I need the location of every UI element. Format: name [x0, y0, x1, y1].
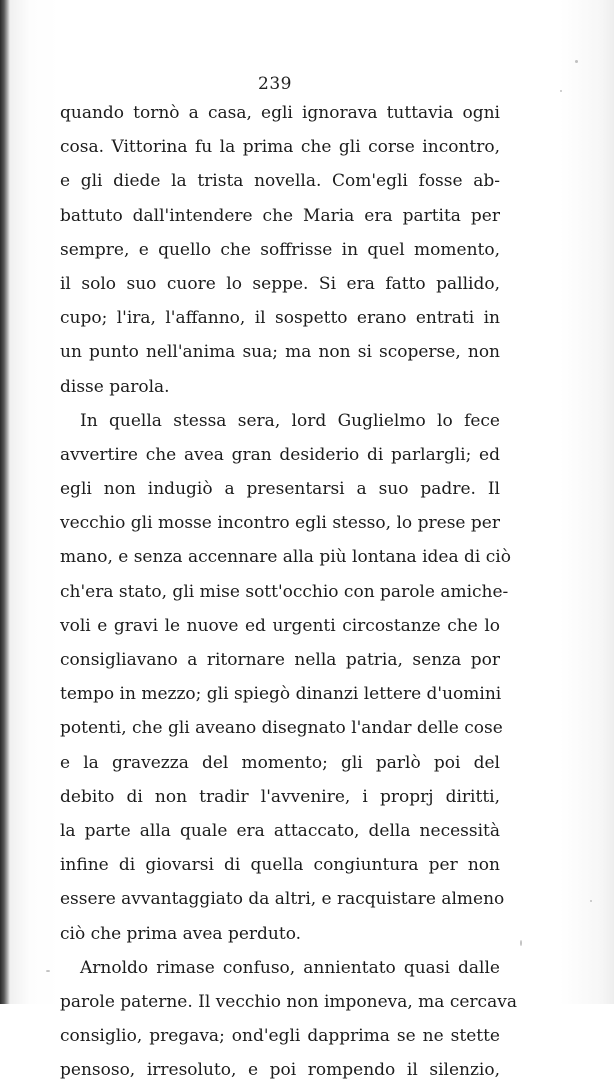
text-line: parole paterne. Il vecchio non imponeva, ma cercava [60, 991, 517, 1012]
text-line: sempre, e quello che soffrisse in quel momento, [60, 239, 500, 260]
text-line: pensoso, irresoluto, e poi rompendo il silenzio, [60, 1060, 500, 1081]
page-binding-edge [0, 0, 10, 1004]
page-number: 239 [258, 74, 292, 94]
text-line: infine di giovarsi di quella congiuntura per non [60, 855, 500, 876]
paper-speck [520, 940, 522, 946]
text-line: voli e gravi le nuove ed urgenti circostanze che lo [60, 615, 500, 636]
text-line: quando tornò a casa, egli ignorava tuttavia ogni [60, 103, 500, 123]
text-line: cupo; l'ira, l'affanno, il sospetto erano entrati in [60, 308, 500, 329]
text-line: ch'era stato, gli mise sott'occhio con parole amiche- [60, 581, 509, 602]
text-line: la parte alla quale era attaccato, della necessità [60, 820, 500, 841]
text-line: debito di non tradir l'avvenire, i proprj diritti, [60, 786, 500, 807]
text-line: consigliavano a ritornare nella patria, senza por [60, 650, 500, 670]
text-line: e la gravezza del momento; gli parlò poi del [60, 752, 500, 773]
text-line: consiglio, pregava; ond'egli dapprima se ne stette [60, 1026, 500, 1047]
text-line: disse parola. [60, 376, 170, 397]
paper-speck [560, 90, 562, 92]
body-text [60, 96, 517, 1087]
text-line: tempo in mezzo; gli spiegò dinanzi lettere d'uomini [60, 684, 502, 705]
text-line: avvertire che avea gran desiderio di parlargli; ed [60, 444, 500, 465]
text-line: mano, e senza accennare alla più lontana idea di ciò [60, 547, 511, 568]
paper-speck [575, 60, 578, 63]
text-line: ciò che prima avea perduto. [60, 923, 302, 944]
text-line: Arnoldo rimase confuso, annientato quasi dalle [80, 957, 500, 978]
text-line: e gli diede la trista novella. Com'egli fosse ab- [60, 171, 500, 192]
text-line: il solo suo cuore lo seppe. Si era fatto pallido, [60, 273, 500, 294]
text-line: cosa. Vittorina fu la prima che gli corse incontro, [60, 137, 500, 158]
text-line: un punto nell'anima sua; ma non si scoperse, non [60, 342, 500, 363]
text-line: essere avvantaggiato da altri, e racquistare almeno [60, 889, 505, 910]
text-line: battuto dall'intendere che Maria era partita per [60, 205, 500, 226]
text-line: vecchio gli mosse incontro egli stesso, lo prese per [60, 513, 500, 534]
paper-speck [46, 970, 50, 972]
text-line: potenti, che gli aveano disegnato l'andar delle cose [60, 718, 503, 739]
text-line: egli non indugiò a presentarsi a suo padre. Il [60, 479, 500, 500]
paper-speck [590, 900, 592, 902]
text-line: In quella stessa sera, lord Guglielmo lo fece [80, 410, 500, 431]
